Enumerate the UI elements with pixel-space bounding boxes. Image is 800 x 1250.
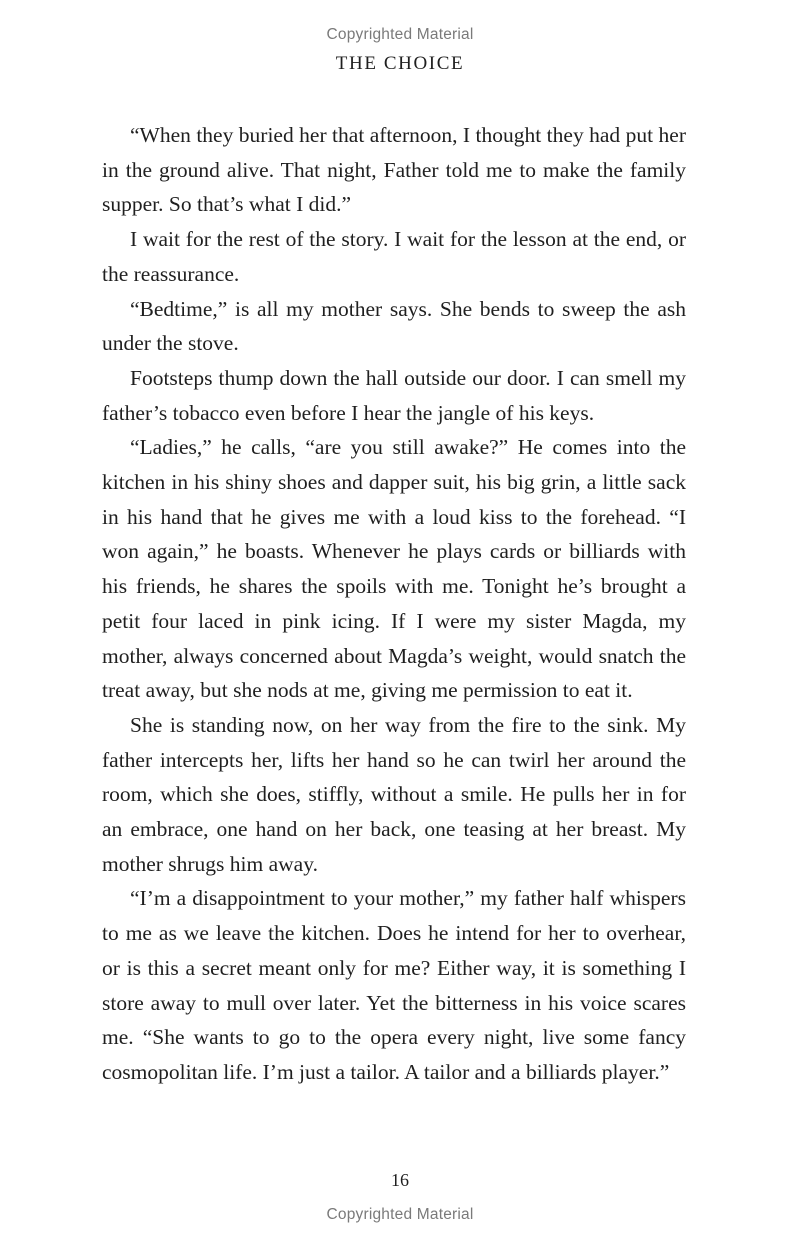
copyright-watermark-top: Copyrighted Material (326, 26, 474, 43)
paragraph: “When they buried her that afternoon, I thought they had put her in the ground alive. That night, Father told me to make the family supper. So that’s what I did.” (102, 123, 686, 217)
running-head: THE CHOICE (335, 53, 465, 74)
body-text (102, 118, 686, 1090)
paragraph: “Bedtime,” is all my mother says. She bends to sweep the ash under the stove. (102, 296, 686, 356)
paragraph: I wait for the rest of the story. I wait for the lesson at the end, or the reassurance. (102, 227, 686, 286)
paragraph: Footsteps thump down the hall outside our door. I can smell my father’s tobacco even before I hear the jangle of his keys. (102, 365, 686, 425)
paragraph: “I’m a disappointment to your mother,” my father half whispers to me as we leave the kitchen. Does he intend for her to overhear, or is this a secret meant only for me? Either way, it is something I store away to mull over later. Yet the bitterness in his voice scares me. “She wants to go to the opera every night, live some fancy cosmopolitan life. I’m just a tailor. A tailor and a billiards player.” (102, 886, 686, 1084)
copyright-watermark-bottom: Copyrighted Material (326, 1206, 474, 1223)
paragraph: “Ladies,” he calls, “are you still awake?” He comes into the kitchen in his shiny shoes and dapper suit, his big grin, a little sack in his hand that he gives me with a loud kiss to the forehead. “I won again,” he boasts. Whenever he plays cards or billiards with his friends, he shares the spoils with me. Tonight he’s brought a petit four laced in pink icing. If I were my sister Magda, my mother, always concerned about Magda’s weight, would snatch the treat away, but she nods at me, giving me permission to eat it. (102, 435, 686, 703)
paragraph: She is standing now, on her way from the fire to the sink. My father intercepts her, lifts her hand so he can twirl her around the room, which she does, stiffly, without a smile. He pulls her in for an embrace, one hand on her back, one teasing at her breast. My mother shrugs him away. (102, 712, 686, 876)
page-number: 16 (391, 1170, 409, 1190)
